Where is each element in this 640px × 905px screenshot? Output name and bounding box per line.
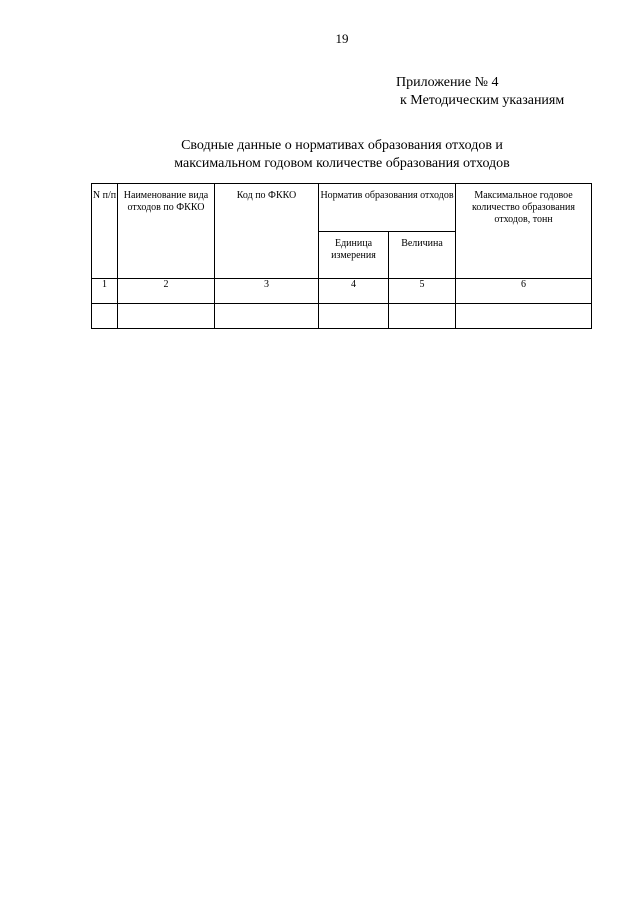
header-value bbox=[389, 232, 456, 279]
appendix-line-2: к Методическим указаниям bbox=[400, 93, 565, 108]
header-max-annual bbox=[456, 184, 592, 279]
header-waste-name-label: Наименование вида отходов по ФККО bbox=[123, 190, 209, 213]
column-number: 2 bbox=[118, 279, 215, 304]
table-cell bbox=[456, 304, 592, 329]
summary-table bbox=[91, 183, 592, 329]
header-fkko-code bbox=[215, 184, 319, 279]
header-max-annual-label: Максимальное годовое количество образования отходов, тонн bbox=[472, 190, 575, 225]
header-num-label: N п/п bbox=[92, 190, 117, 201]
header-row bbox=[92, 184, 592, 232]
title-line-2: максимальном годовом количестве образования отходов bbox=[174, 156, 510, 171]
appendix-caption bbox=[380, 74, 564, 110]
column-number: 3 bbox=[215, 279, 319, 304]
title-line-1: Сводные данные о нормативах образования отходов и bbox=[181, 138, 503, 153]
header-waste-name bbox=[118, 184, 215, 279]
column-number: 6 bbox=[456, 279, 592, 304]
column-number: 1 bbox=[92, 279, 118, 304]
header-unit-label: Единица измерения bbox=[331, 238, 376, 261]
table-row bbox=[92, 304, 592, 329]
header-norm bbox=[319, 184, 456, 232]
table-cell bbox=[389, 304, 456, 329]
header-unit bbox=[319, 232, 389, 279]
header-value-label: Величина bbox=[401, 238, 443, 249]
page-number: 19 bbox=[335, 31, 349, 46]
header-fkko-code-label: Код по ФККО bbox=[236, 190, 297, 201]
column-number: 4 bbox=[319, 279, 389, 304]
column-number-row bbox=[92, 279, 592, 304]
document-title bbox=[0, 137, 640, 173]
column-number: 5 bbox=[389, 279, 456, 304]
header-norm-label: Норматив образования отходов bbox=[320, 190, 454, 201]
appendix-line-1: Приложение № 4 bbox=[396, 75, 499, 90]
header-num bbox=[92, 184, 118, 279]
table-cell bbox=[92, 304, 118, 329]
table-cell bbox=[319, 304, 389, 329]
table-cell bbox=[118, 304, 215, 329]
table-cell bbox=[215, 304, 319, 329]
